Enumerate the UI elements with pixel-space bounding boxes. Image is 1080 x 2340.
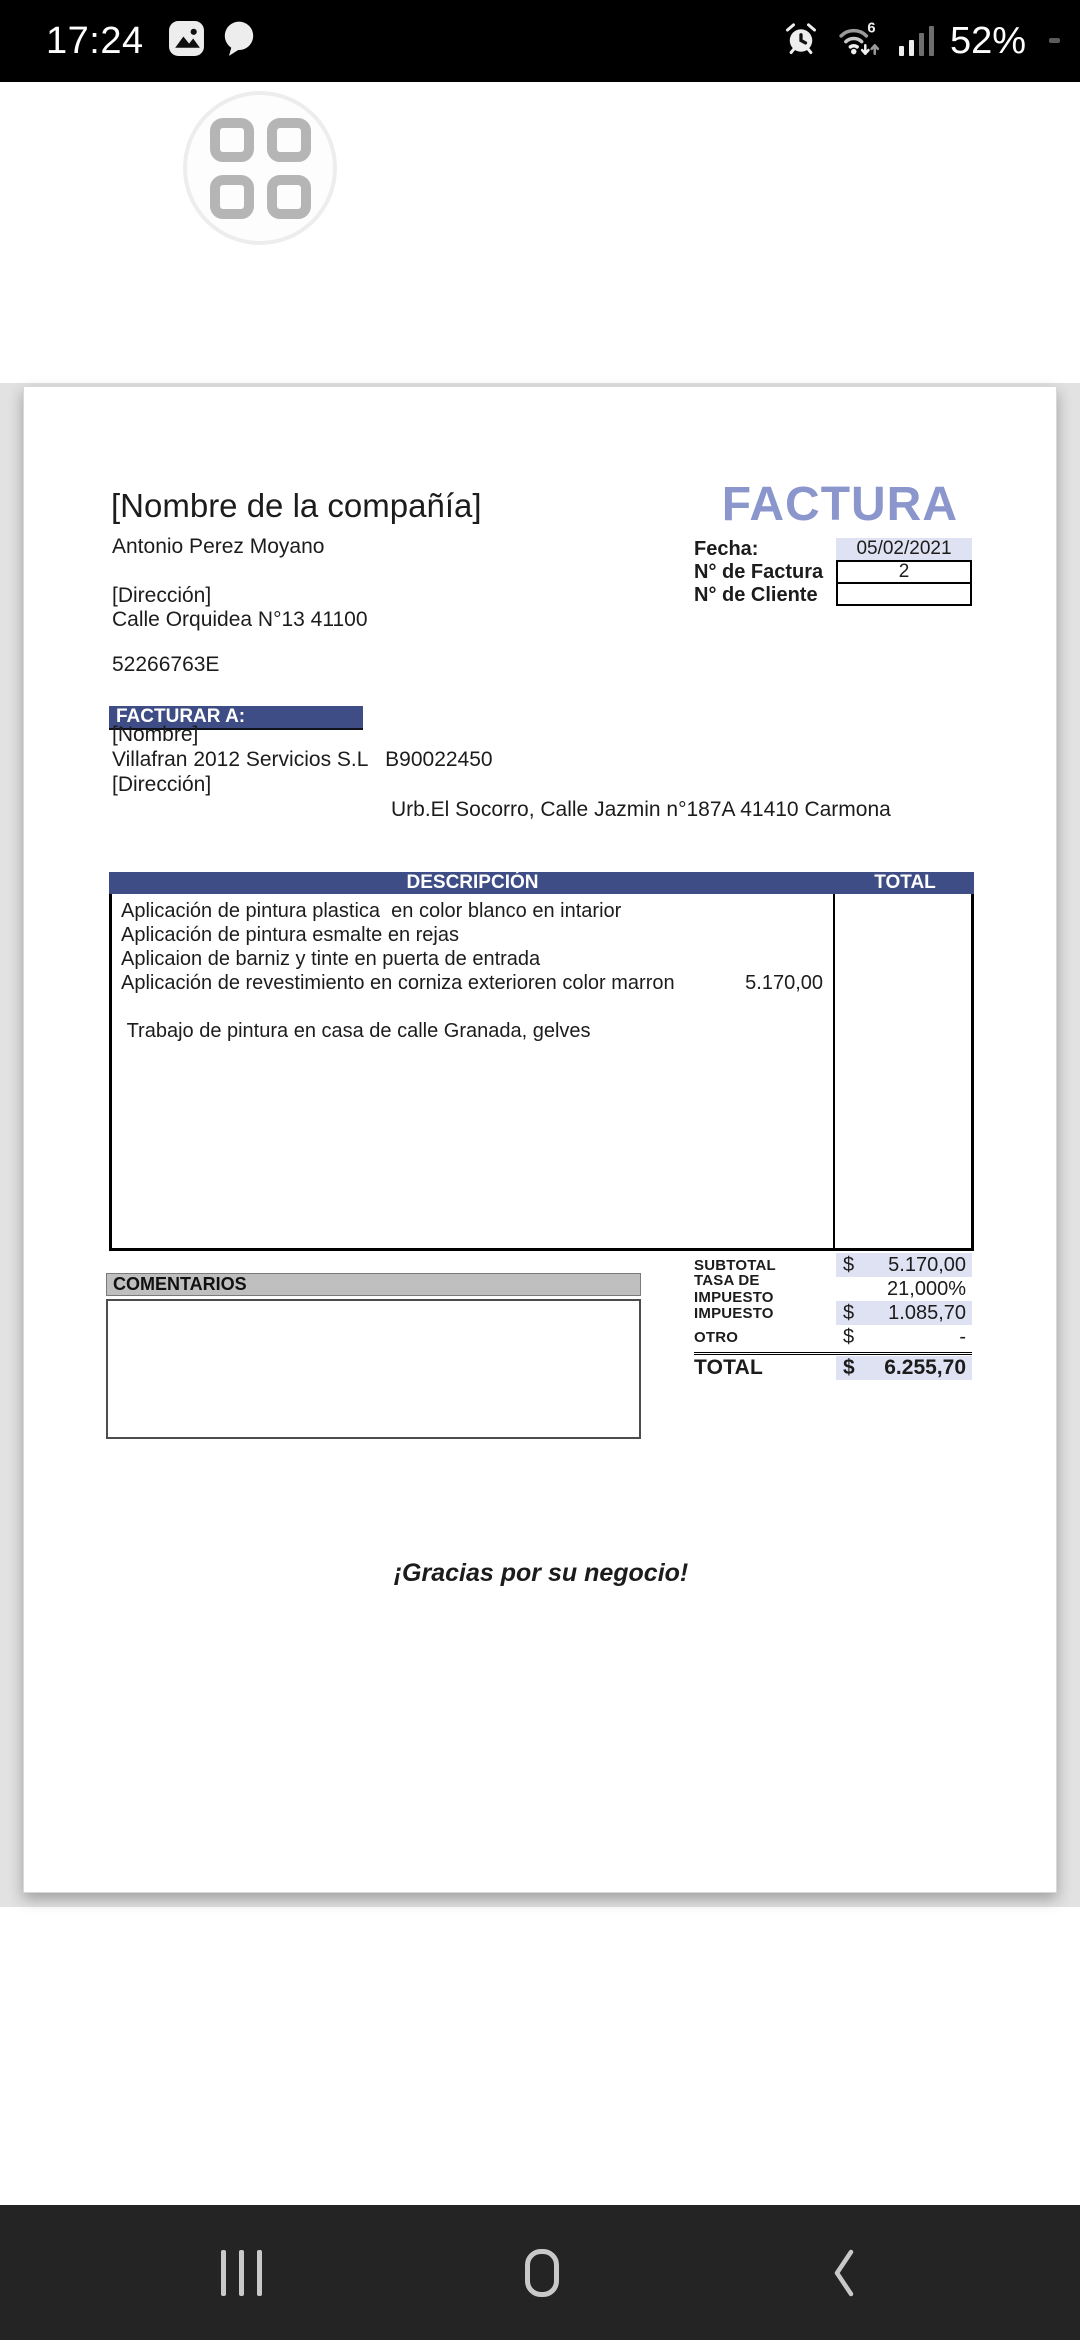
invoice-number-value: 2	[836, 560, 972, 584]
subtotal-value: 5.170,00	[888, 1253, 966, 1276]
client-number-label: N° de Cliente	[694, 583, 818, 606]
status-bar-right	[783, 18, 1042, 65]
other-value: -	[959, 1325, 966, 1348]
alarm-icon	[783, 21, 819, 62]
totals-section	[694, 1253, 972, 1380]
grid-apps-button[interactable]	[183, 91, 337, 245]
total-column-header: TOTAL	[874, 872, 936, 893]
thank-you-note: ¡Gracias por su negocio!	[393, 1559, 689, 1587]
status-bar	[0, 0, 1080, 82]
battery-percent-text: 52%	[949, 19, 1026, 62]
comments-box	[106, 1299, 641, 1439]
svg-text:6: 6	[867, 20, 876, 37]
other-value-cell	[836, 1325, 972, 1349]
tax-rate-value: 21,000%	[887, 1277, 966, 1300]
recents-icon	[221, 2250, 262, 2296]
tax-label: IMPUESTO	[694, 1304, 774, 1322]
company-tax-id: 52266763E	[112, 653, 220, 676]
date-value: 05/02/2021	[836, 538, 972, 560]
grid-apps-icon	[210, 118, 311, 219]
bill-to-name-label: [Nombre]	[112, 723, 199, 746]
table-row: Aplicaion de barniz y tinte en puerta de entrada	[121, 948, 541, 970]
date-label: Fecha:	[694, 537, 759, 560]
table-row	[121, 995, 821, 1019]
invoice-page	[23, 386, 1057, 1893]
company-address: Calle Orquidea N°13 41100	[112, 608, 368, 631]
column-divider	[833, 894, 835, 1248]
currency-symbol: $	[843, 1325, 855, 1348]
back-button[interactable]	[774, 2205, 914, 2340]
bill-to-name: Villafran 2012 Servicios S.L B90022450	[112, 748, 493, 771]
client-number-value	[836, 582, 972, 606]
status-bar-left	[46, 19, 257, 64]
items-table-body	[109, 894, 974, 1251]
invoice-meta	[694, 538, 972, 607]
currency-symbol: $	[843, 1301, 855, 1324]
table-row: Aplicación de pintura esmalte en rejas	[121, 924, 459, 946]
currency-symbol: $	[843, 1253, 855, 1276]
home-icon	[525, 2249, 559, 2297]
invoice-title: FACTURA	[721, 478, 958, 531]
tax-value: 1.085,70	[888, 1301, 966, 1324]
tax-rate-label: TASA DE IMPUESTO	[694, 1272, 774, 1306]
table-row: Aplicación de pintura plastica en color blanco en intarior	[121, 900, 622, 922]
tax-rate-value-cell	[836, 1277, 972, 1301]
wifi6-updown-icon	[835, 18, 883, 65]
currency-symbol: $	[843, 1355, 855, 1379]
grand-total-value: 6.255,70	[884, 1355, 966, 1379]
items-table-header	[109, 872, 974, 894]
signal-strength-icon	[899, 26, 934, 56]
navigation-bar	[0, 2205, 1080, 2340]
table-row: Trabajo de pintura en casa de calle Granada, gelves	[121, 1020, 591, 1042]
bill-to-address: Urb.El Socorro, Calle Jazmin n°187A 41410 Carmona	[391, 798, 891, 821]
recents-button[interactable]	[171, 2205, 311, 2340]
line-total-value: 5.170,00	[745, 972, 823, 994]
clock-text: 17:24	[46, 19, 144, 62]
back-chevron-icon	[828, 2247, 860, 2299]
table-row: Aplicación de revestimiento en corniza exterioren color marron	[121, 972, 675, 994]
subtotal-value-cell	[836, 1253, 972, 1277]
home-button[interactable]	[472, 2205, 612, 2340]
document-backdrop	[0, 383, 1080, 1907]
company-owner: Antonio Perez Moyano	[112, 535, 325, 558]
subtotal-label: SUBTOTAL	[694, 1256, 776, 1274]
invoice-number-label: N° de Factura	[694, 560, 824, 583]
tax-value-cell	[836, 1301, 972, 1325]
other-label: OTRO	[694, 1328, 739, 1346]
grand-total-row	[694, 1352, 972, 1380]
bill-to-address-label: [Dirección]	[112, 773, 212, 796]
chat-bubble-icon	[221, 19, 257, 64]
grand-total-label: TOTAL	[694, 1355, 764, 1379]
company-address-label: [Dirección]	[112, 584, 212, 607]
grand-total-value-cell	[836, 1356, 972, 1380]
items-table	[109, 872, 974, 1251]
comments-header: COMENTARIOS	[106, 1273, 641, 1296]
description-column-header: DESCRIPCIÓN	[406, 872, 539, 893]
bill-to-header: FACTURAR A:	[109, 706, 363, 730]
description-rows	[121, 899, 821, 1043]
gallery-icon	[168, 20, 205, 62]
company-name: [Nombre de la compañía]	[111, 487, 482, 524]
